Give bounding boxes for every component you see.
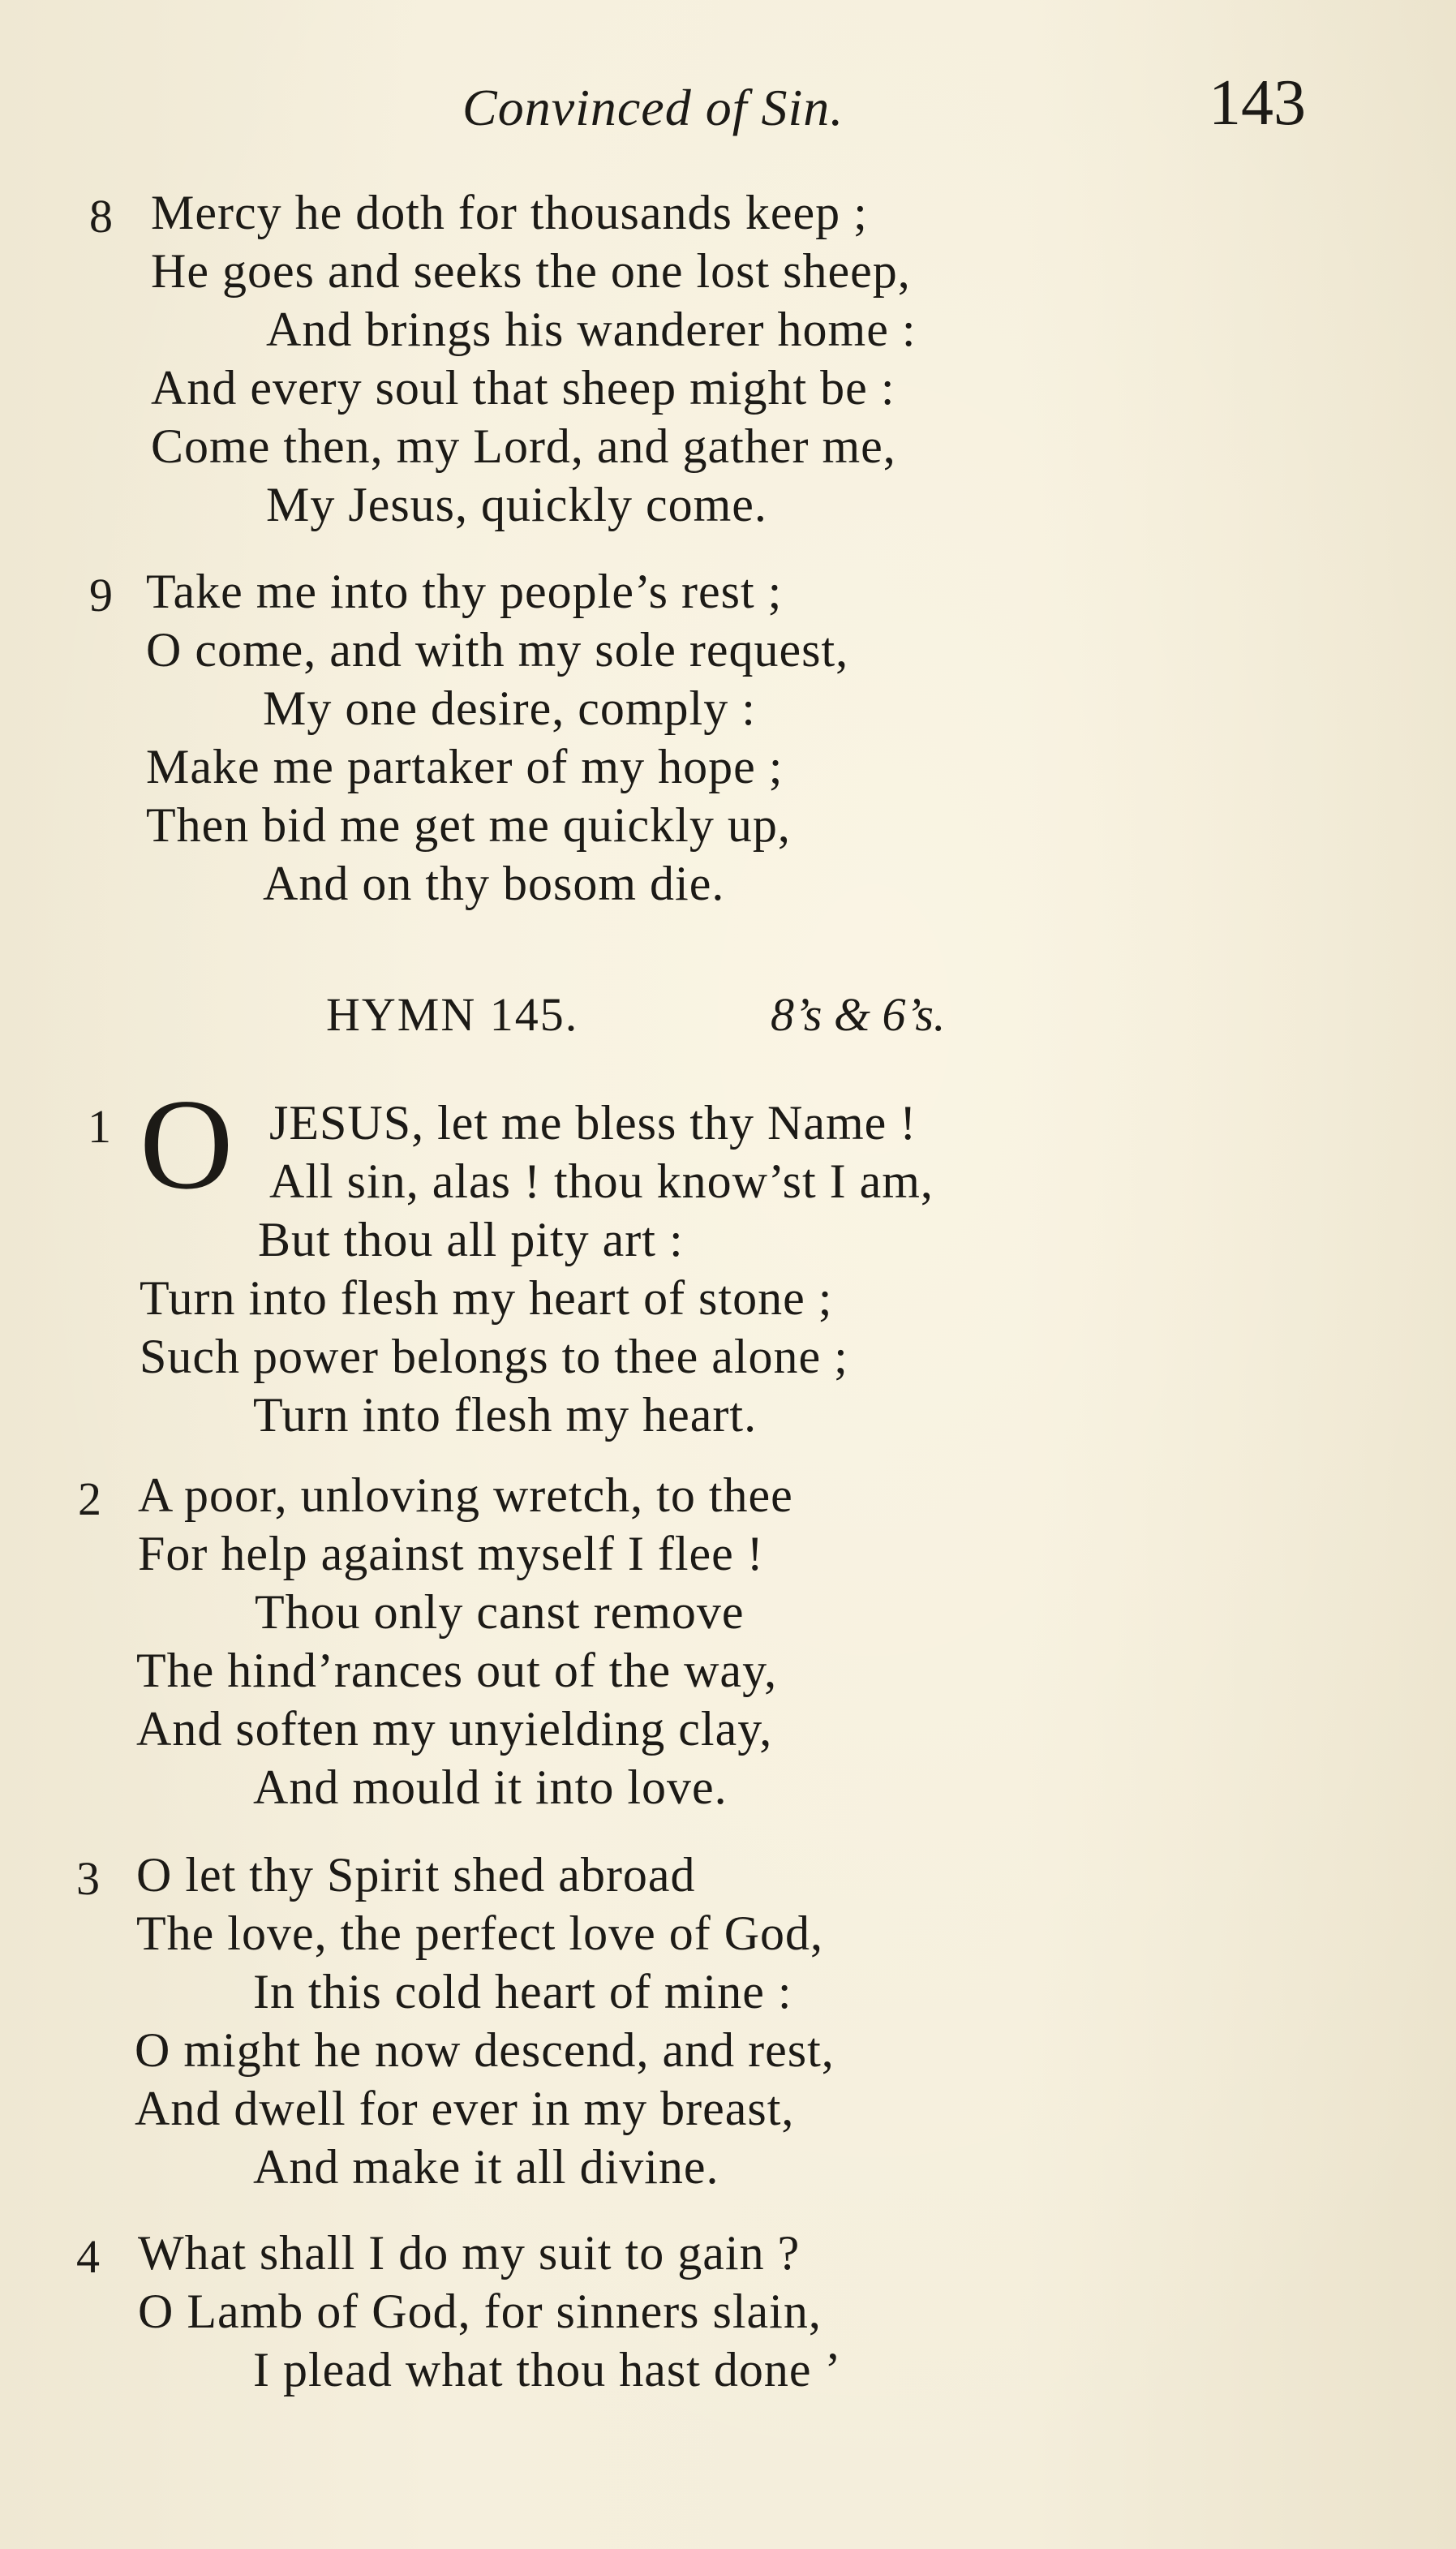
verse-line: I plead what thou hast done ’ [253, 2343, 842, 2396]
verse-line: Make me partaker of my hope ; [146, 740, 784, 793]
verse-line: Turn into flesh my heart of stone ; [140, 1271, 833, 1325]
stanza-number: 1 [88, 1100, 111, 1153]
verse-line: O let thy Spirit shed abroad [136, 1848, 696, 1902]
verse-line: O Lamb of God, for sinners slain, [138, 2285, 822, 2338]
stanza-number: 2 [78, 1472, 101, 1525]
verse-line: Mercy he doth for thousands keep ; [151, 186, 868, 239]
stanza-number: 9 [89, 569, 113, 621]
verse-line: The hind’rances out of the way, [136, 1644, 778, 1697]
verse-line: And dwell for ever in my breast, [135, 2082, 795, 2135]
page-number: 143 [1209, 67, 1306, 139]
stanza-number: 3 [76, 1852, 100, 1905]
verse-line: All sin, alas ! thou know’st I am, [269, 1154, 934, 1208]
verse-line: For help against myself I flee ! [138, 1527, 764, 1580]
verse-line: And every soul that sheep might be : [151, 361, 896, 415]
verse-line: And on thy bosom die. [263, 857, 725, 910]
verse-line: Turn into flesh my heart. [253, 1388, 758, 1442]
hymn-meter: 8’s & 6’s. [771, 988, 946, 1041]
verse-line: And soften my unyielding clay, [136, 1702, 773, 1756]
verse-line: Then bid me get me quickly up, [146, 798, 791, 852]
hymn-title: HYMN 145. [326, 988, 579, 1041]
verse-line: My one desire, comply : [263, 681, 756, 735]
drop-cap: O [140, 1072, 234, 1216]
verse-line: And brings his wanderer home : [266, 303, 917, 356]
verse-line: My Jesus, quickly come. [266, 478, 767, 531]
verse-line: Come then, my Lord, and gather me, [151, 419, 896, 473]
running-title: Convinced of Sin. [462, 79, 844, 136]
verse-line: But thou all pity art : [258, 1213, 684, 1266]
verse-line: He goes and seeks the one lost sheep, [151, 244, 911, 298]
verse-line: O come, and with my sole request, [146, 623, 849, 677]
verse-line: What shall I do my suit to gain ? [138, 2226, 801, 2280]
verse-line: Thou only canst remove [255, 1585, 745, 1639]
verse-line: O might he now descend, and rest, [135, 2023, 835, 2077]
verse-line: In this cold heart of mine : [253, 1965, 792, 2018]
verse-line: A poor, unloving wretch, to thee [138, 1468, 793, 1522]
verse-line: Take me into thy people’s rest ; [146, 565, 783, 618]
verse-line: And mould it into love. [253, 1760, 728, 1814]
verse-line: JESUS, let me bless thy Name ! [269, 1096, 917, 1150]
stanza-number: 4 [76, 2230, 100, 2283]
verse-line: The love, the perfect love of God, [136, 1906, 824, 1960]
verse-line: And make it all divine. [253, 2140, 719, 2194]
stanza-number: 8 [89, 190, 113, 243]
verse-line: Such power belongs to thee alone ; [140, 1330, 848, 1383]
